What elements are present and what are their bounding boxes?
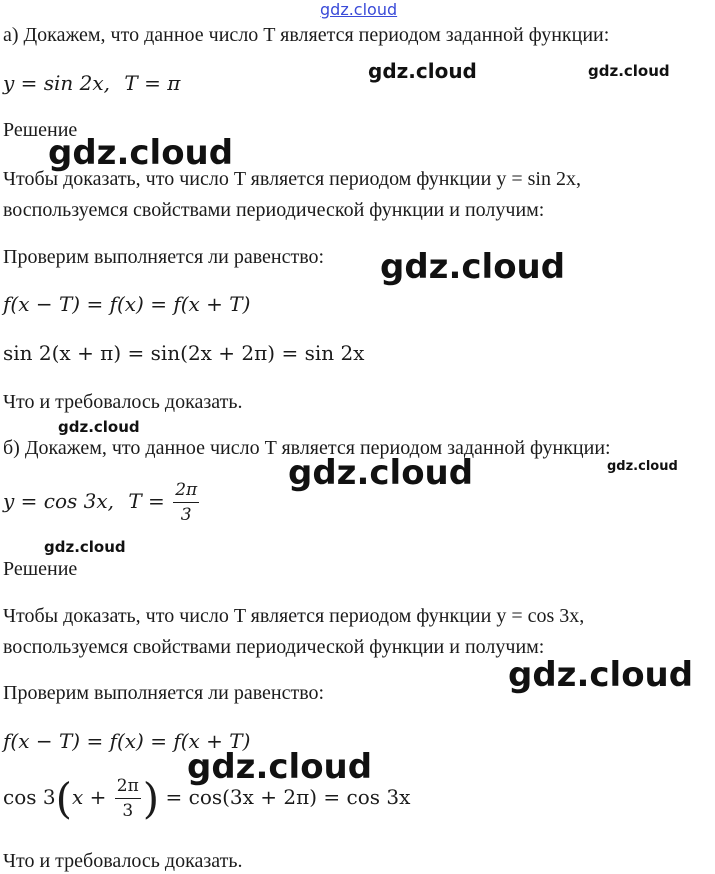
watermark: gdz.cloud <box>48 133 234 173</box>
part-a-intro-line1: Чтобы доказать, что число T является периодом функции y = sin 2x, <box>3 168 581 190</box>
watermark: gdz.cloud <box>588 62 670 80</box>
part-b-conclusion: Что и требовалось доказать. <box>3 850 243 872</box>
watermark: gdz.cloud <box>508 655 694 695</box>
given-function: y = cos 3x, <box>3 489 114 513</box>
part-b-task: б) Докажем, что данное число T является периодом заданной функции: <box>3 437 611 459</box>
given-period: T = π <box>124 71 181 95</box>
given-period-lhs: T = <box>128 489 165 513</box>
part-b-check-label: Проверим выполняется ли равенство: <box>3 682 325 704</box>
part-a-intro-line2: воспользуемся свойствами периодической функции и получим: <box>3 199 545 221</box>
part-a-solution-label: Решение <box>3 119 78 141</box>
fraction-denominator: 3 <box>180 505 192 525</box>
part-a-conclusion: Что и требовалось доказать. <box>3 391 243 413</box>
computation-inner: x + <box>71 785 107 809</box>
watermark: gdz.cloud <box>187 747 373 787</box>
part-a-given <box>3 73 180 93</box>
part-b-intro-line1: Чтобы доказать, что число T является периодом функции y = cos 3x, <box>3 605 585 627</box>
part-a-computation: sin 2(x + π) = sin(2x + 2π) = sin 2x <box>3 341 365 365</box>
computation-rest: = cos(3x + 2π) = cos 3x <box>165 785 411 809</box>
part-a-check-label: Проверим выполняется ли равенство: <box>3 246 325 268</box>
computation-fraction <box>115 776 141 821</box>
watermark: gdz.cloud <box>288 453 474 493</box>
period-fraction <box>173 480 199 525</box>
fraction-denominator: 3 <box>122 801 134 821</box>
watermark: gdz.cloud <box>44 538 126 556</box>
part-b-equality: f(x − T) = f(x) = f(x + T) <box>3 729 251 753</box>
part-a-task: а) Докажем, что данное число T является периодом заданной функции: <box>3 24 610 46</box>
fraction-numerator: 2π <box>173 480 199 503</box>
part-b-intro-line2: воспользуемся свойствами периодической функции и получим: <box>3 636 545 658</box>
part-a-equality: f(x − T) = f(x) = f(x + T) <box>3 292 251 316</box>
watermark: gdz.cloud <box>607 459 678 474</box>
fraction-numerator: 2π <box>115 776 141 799</box>
part-b-given <box>3 480 201 525</box>
given-function: y = sin 2x, <box>3 71 111 95</box>
part-b-computation: cos 3(x + $\frac{2\pi}{3}$ ) = cos(3x + 2π) = cos 3x <box>3 774 411 823</box>
watermark-top: gdz.cloud <box>320 0 398 19</box>
part-b-solution-label: Решение <box>3 558 78 580</box>
computation-prefix: cos 3 <box>3 785 56 809</box>
watermark: gdz.cloud <box>380 247 566 287</box>
watermark: gdz.cloud <box>58 418 140 436</box>
watermark: gdz.cloud <box>368 59 477 83</box>
